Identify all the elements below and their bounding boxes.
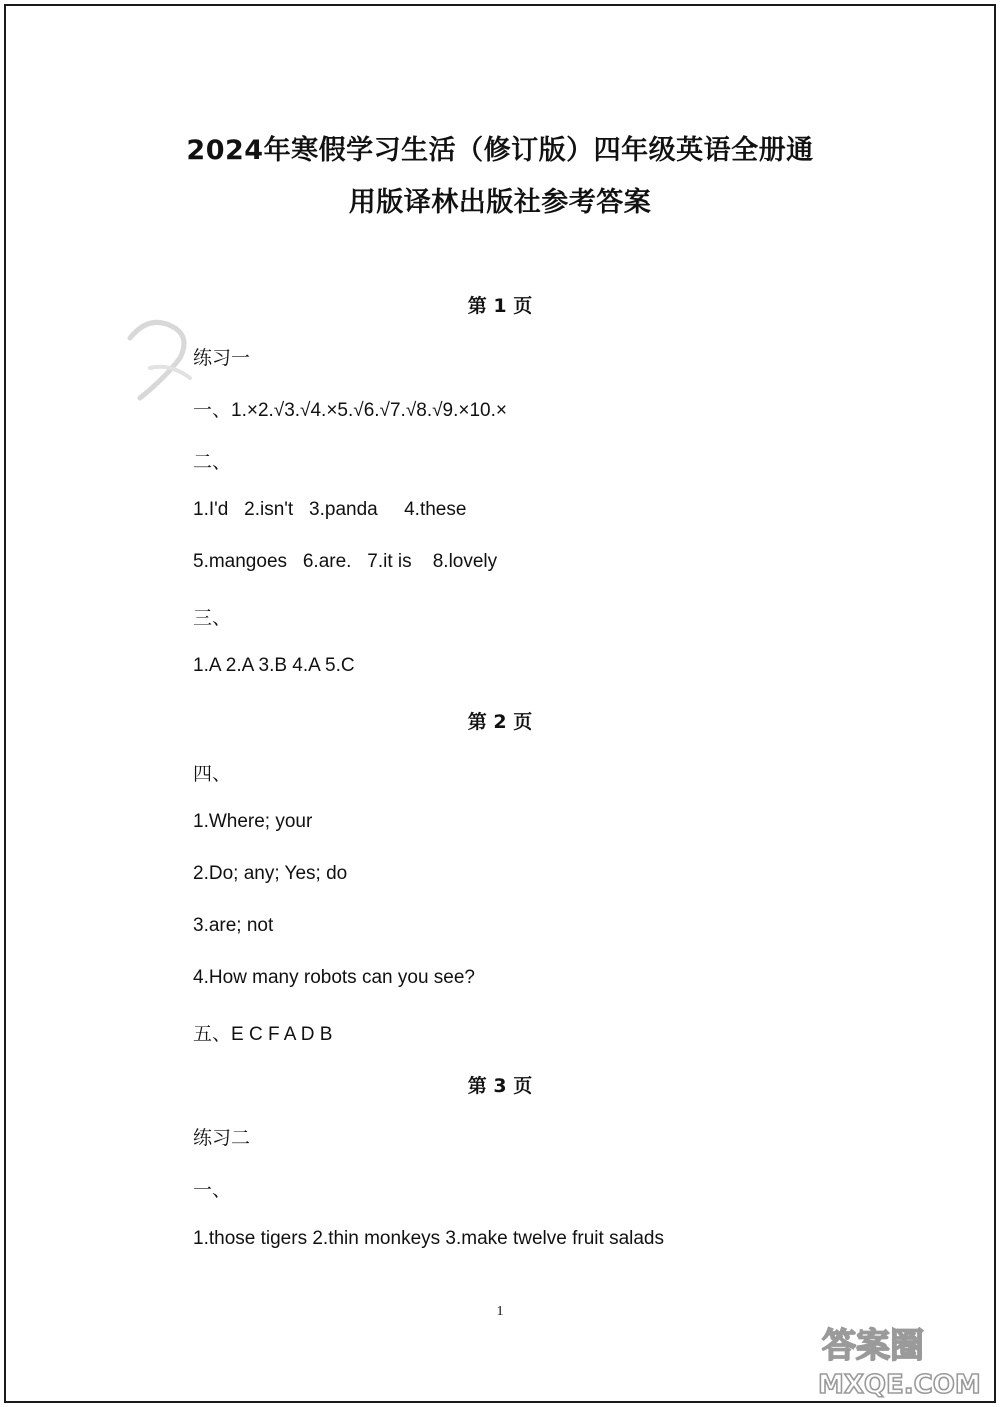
answer-line: 1.I'd 2.isn't 3.panda 4.these xyxy=(193,499,467,520)
page-number: 1 xyxy=(496,1304,504,1319)
watermark-site-text: MXQE.COM xyxy=(818,1370,981,1399)
document-title-line-1: 2024年寒假学习生活（修订版）四年级英语全册通 xyxy=(186,135,814,166)
exercise-2-label: 练习二 xyxy=(193,1128,251,1149)
answer-line: 三、 xyxy=(193,608,232,629)
answer-line: 1.A 2.A 3.B 4.A 5.C xyxy=(193,655,355,676)
answer-line: 一、 xyxy=(193,1180,232,1201)
answer-line: 5.mangoes 6.are. 7.it is 8.lovely xyxy=(193,551,498,572)
answer-line: 五、E C F A D B xyxy=(193,1024,333,1045)
answer-line: 4.How many robots can you see? xyxy=(193,967,475,988)
answer-line: 3.are; not xyxy=(193,915,274,936)
site-watermark-logo xyxy=(810,1319,990,1399)
exercise-1-label: 练习一 xyxy=(193,348,251,369)
page-3-heading: 第 3 页 xyxy=(467,1075,533,1097)
document-title-line-2: 用版译林出版社参考答案 xyxy=(348,187,652,218)
page-1-heading: 第 1 页 xyxy=(467,295,533,317)
answer-line: 2.Do; any; Yes; do xyxy=(193,863,348,884)
answer-line: 1.Where; your xyxy=(193,811,313,832)
answer-line: 一、1.×2.√3.√4.×5.√6.√7.√8.√9.×10.× xyxy=(193,400,507,421)
answer-line: 1.those tigers 2.thin monkeys 3.make twelve fruit salads xyxy=(193,1228,665,1249)
page-2-heading: 第 2 页 xyxy=(467,711,533,733)
answer-line: 四、 xyxy=(193,764,232,785)
watermark-logo-text: 答案圈 xyxy=(822,1326,924,1366)
answer-line: 二、 xyxy=(193,452,232,473)
